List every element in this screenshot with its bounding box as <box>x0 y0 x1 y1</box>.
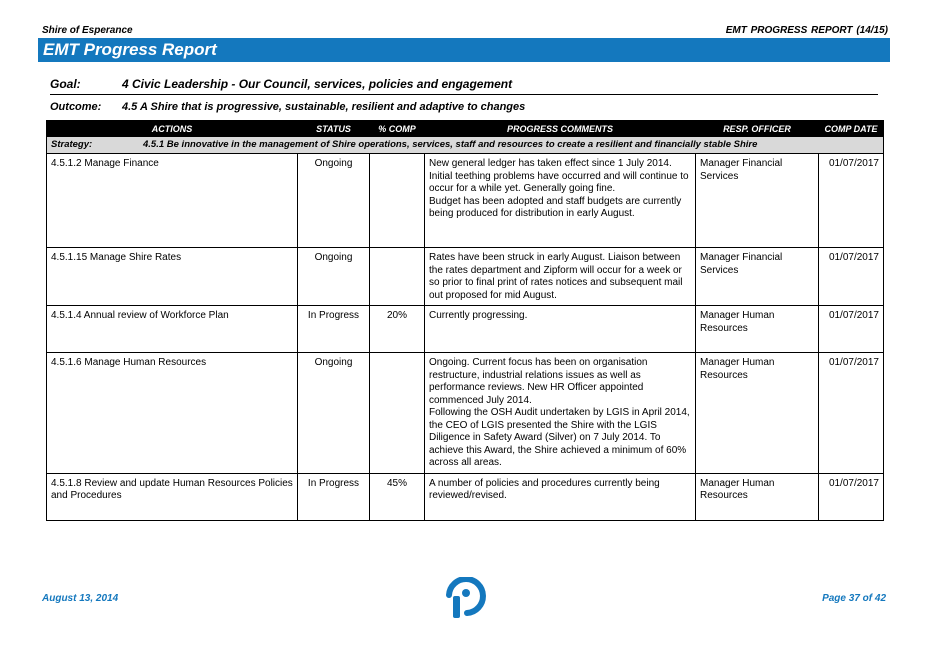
pct-comp-cell: 45% <box>370 473 425 520</box>
resp-officer-cell: Manager Human Resources <box>696 306 819 353</box>
actions-table <box>46 120 884 521</box>
status-cell: Ongoing <box>298 353 370 474</box>
pct-comp-cell <box>370 353 425 474</box>
comp-date-cell: 01/07/2017 <box>819 154 884 248</box>
status-cell: Ongoing <box>298 154 370 248</box>
shire-logo-icon <box>440 577 490 619</box>
outcome-text: 4.5 A Shire that is progressive, sustainable, resilient and adaptive to changes <box>122 101 526 113</box>
page-number: Page 37 of 42 <box>822 593 886 604</box>
column-header-status: STATUS <box>298 121 370 137</box>
column-header-resp-officer: RESP. OFFICER <box>696 121 819 137</box>
table-row <box>47 473 884 520</box>
action-cell: 4.5.1.8 Review and update Human Resources Policies and Procedures <box>47 473 298 520</box>
resp-officer-cell: Manager Human Resources <box>696 353 819 474</box>
goal-label: Goal: <box>50 77 81 91</box>
strategy-cell <box>47 137 884 154</box>
status-cell: Ongoing <box>298 248 370 306</box>
progress-comments-cell: New general ledger has taken effect since 1 July 2014. Initial teething problems have occurred and will continue to occur for a while yet. Generally going fine. Budget has been adopted and staff budgets are currently being produced for distribution in early August. <box>425 154 696 248</box>
progress-comments-cell: Ongoing. Current focus has been on organisation restructure, industrial relations issues as well as performance reviews. New HR Officer appointed commenced July 2014. Following the OSH Audit undertaken by LGIS in April 2014, the CEO of LGIS presented the Shire with the LGIS Diligence in Safety Award (Silver) on 7 July 2014. To achieve this Award, the Shire achieved a minimum of 60% across all areas. <box>425 353 696 474</box>
report-reference: EMT PROGRESS REPORT (14/15) <box>725 25 888 36</box>
progress-comments-cell: Rates have been struck in early August. Liaison between the rates department and Zipform will occur for a week or so prior to final print of rates notices and subsequent mail out proposed for mid August. <box>425 248 696 306</box>
column-header-pct-comp: % COMP <box>370 121 425 137</box>
strategy-label: Strategy: <box>51 139 93 150</box>
resp-officer-cell: Manager Financial Services <box>696 248 819 306</box>
pct-comp-cell <box>370 248 425 306</box>
table-header-row <box>47 121 884 137</box>
table-row <box>47 248 884 306</box>
goal-row <box>50 77 878 95</box>
action-cell: 4.5.1.4 Annual review of Workforce Plan <box>47 306 298 353</box>
resp-officer-cell: Manager Human Resources <box>696 473 819 520</box>
action-cell: 4.5.1.15 Manage Shire Rates <box>47 248 298 306</box>
title-banner <box>38 38 890 62</box>
status-cell: In Progress <box>298 306 370 353</box>
page-title: EMT Progress Report <box>43 40 217 59</box>
status-cell: In Progress <box>298 473 370 520</box>
comp-date-cell: 01/07/2017 <box>819 473 884 520</box>
table-row <box>47 353 884 474</box>
table-row <box>47 154 884 248</box>
comp-date-cell: 01/07/2017 <box>819 248 884 306</box>
resp-officer-cell: Manager Financial Services <box>696 154 819 248</box>
comp-date-cell: 01/07/2017 <box>819 306 884 353</box>
column-header-actions: ACTIONS <box>47 121 298 137</box>
report-date: August 13, 2014 <box>42 593 119 604</box>
strategy-row <box>47 137 884 154</box>
org-name: Shire of Esperance <box>42 25 133 36</box>
progress-comments-cell: Currently progressing. <box>425 306 696 353</box>
action-cell: 4.5.1.6 Manage Human Resources <box>47 353 298 474</box>
table-row <box>47 306 884 353</box>
column-header-comp-date: COMP DATE <box>819 121 884 137</box>
action-cell: 4.5.1.2 Manage Finance <box>47 154 298 248</box>
goal-text: 4 Civic Leadership - Our Council, services, policies and engagement <box>122 77 513 91</box>
pct-comp-cell <box>370 154 425 248</box>
strategy-text: 4.5.1 Be innovative in the management of Shire operations, services, staff and resources to create a resilient and financially stable Shire <box>143 139 758 150</box>
pct-comp-cell: 20% <box>370 306 425 353</box>
progress-comments-cell: A number of policies and procedures currently being reviewed/revised. <box>425 473 696 520</box>
comp-date-cell: 01/07/2017 <box>819 353 884 474</box>
outcome-label: Outcome: <box>50 101 102 113</box>
column-header-progress-comments: PROGRESS COMMENTS <box>425 121 696 137</box>
